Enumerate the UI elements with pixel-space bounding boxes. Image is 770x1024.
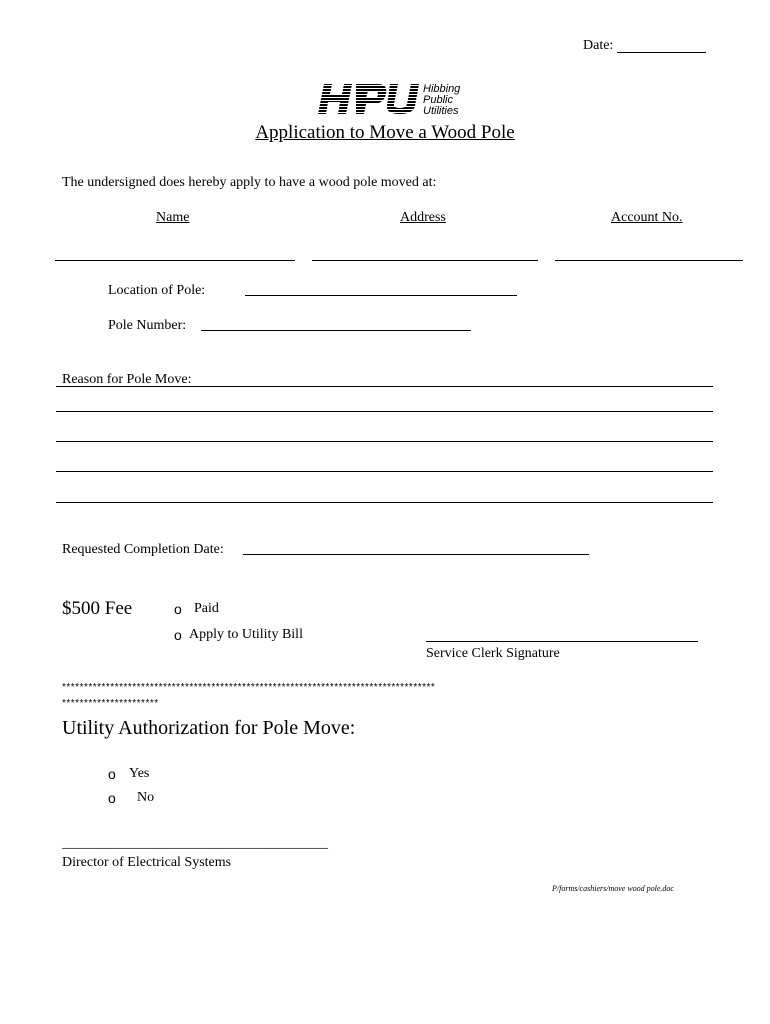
- svg-text:Utilities: Utilities: [423, 105, 459, 116]
- completion-date-field[interactable]: [243, 554, 589, 555]
- pole-number-label: Pole Number:: [108, 318, 187, 333]
- no-label: No: [137, 790, 155, 805]
- account-header: Account No.: [611, 210, 683, 225]
- intro-text: The undersigned does hereby apply to have a wood pole moved at:: [62, 175, 437, 190]
- pole-number-field[interactable]: [201, 330, 471, 331]
- service-clerk-signature-field[interactable]: [426, 641, 698, 642]
- account-field[interactable]: [555, 260, 743, 261]
- yes-label: Yes: [129, 766, 150, 781]
- date-field[interactable]: [617, 52, 706, 53]
- address-field[interactable]: [312, 260, 538, 261]
- page-title: Application to Move a Wood Pole: [255, 122, 515, 143]
- director-label: Director of Electrical Systems: [62, 855, 232, 870]
- hpu-logo: [316, 80, 486, 116]
- separator-line-1: *************************************************************************************: [62, 682, 436, 693]
- svg-text:Hibbing: Hibbing: [423, 83, 461, 95]
- footer-file-path: P/forms/cashiers/move wood pole.doc: [552, 884, 674, 893]
- date-label: Date:: [583, 38, 614, 53]
- utility-bill-radio[interactable]: o: [174, 627, 182, 643]
- authorization-heading: Utility Authorization for Pole Move:: [62, 717, 356, 739]
- service-clerk-label: Service Clerk Signature: [426, 646, 560, 661]
- paid-label: Paid: [194, 601, 219, 616]
- name-field[interactable]: [55, 260, 295, 261]
- reason-line-5[interactable]: [56, 502, 713, 503]
- location-field[interactable]: [245, 295, 517, 296]
- reason-label: Reason for Pole Move:: [62, 372, 192, 387]
- location-label: Location of Pole:: [108, 283, 206, 298]
- no-radio[interactable]: o: [108, 790, 116, 806]
- hpu-logo-graphic: [316, 80, 486, 116]
- utility-bill-label: Apply to Utility Bill: [189, 627, 303, 642]
- completion-date-label: Requested Completion Date:: [62, 542, 224, 557]
- reason-line-4[interactable]: [56, 471, 713, 472]
- fee-label: $500 Fee: [62, 598, 133, 619]
- address-header: Address: [400, 210, 446, 225]
- name-header: Name: [156, 210, 190, 225]
- svg-text:Public: Public: [423, 94, 453, 106]
- paid-radio[interactable]: o: [174, 601, 182, 617]
- separator-line-2: **********************: [62, 698, 159, 709]
- reason-line-3[interactable]: [56, 441, 713, 442]
- reason-line-2[interactable]: [56, 411, 713, 412]
- yes-radio[interactable]: o: [108, 766, 116, 782]
- director-signature-line[interactable]: ______________________________________: [62, 836, 328, 851]
- reason-line-1[interactable]: [56, 386, 713, 387]
